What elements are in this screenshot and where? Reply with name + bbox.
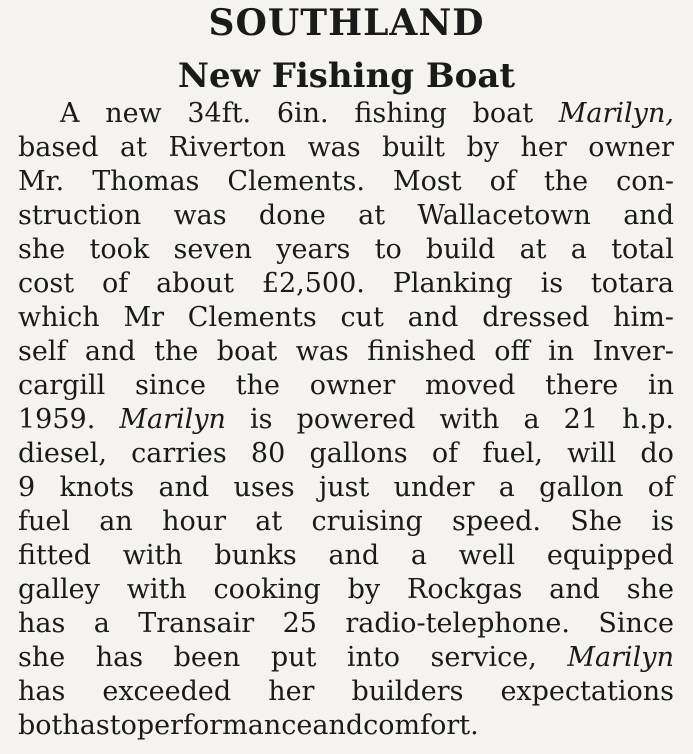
word: Mr. bbox=[18, 166, 65, 197]
word: finished bbox=[367, 336, 476, 367]
word: and bbox=[623, 200, 674, 231]
word: is bbox=[651, 506, 674, 537]
article-line bbox=[18, 437, 674, 471]
word: seven bbox=[173, 234, 252, 265]
word: by bbox=[466, 132, 499, 163]
word: just bbox=[318, 472, 370, 503]
word: well bbox=[458, 540, 516, 571]
word: been bbox=[173, 642, 241, 673]
word: fuel, bbox=[482, 438, 543, 469]
word: at bbox=[519, 234, 547, 265]
word: total bbox=[611, 234, 674, 265]
word: build bbox=[426, 234, 496, 265]
word: speed. bbox=[452, 506, 541, 537]
word: has bbox=[18, 676, 66, 707]
word: her bbox=[520, 132, 567, 163]
article-line bbox=[18, 97, 674, 131]
word: exceeded bbox=[102, 676, 232, 707]
word: powered bbox=[296, 404, 416, 435]
word: of bbox=[431, 438, 459, 469]
word: at bbox=[358, 200, 386, 231]
word: the bbox=[235, 370, 280, 401]
word: carries bbox=[131, 438, 227, 469]
word: Mr bbox=[123, 302, 164, 333]
article-line bbox=[18, 539, 674, 573]
word: both bbox=[18, 710, 80, 741]
word: Rockgas bbox=[407, 574, 523, 605]
word: self bbox=[18, 336, 67, 367]
word: a bbox=[523, 404, 540, 435]
word: performance bbox=[136, 710, 313, 741]
word: of bbox=[647, 472, 674, 503]
word: cut bbox=[340, 302, 384, 333]
word: 9 bbox=[18, 472, 36, 503]
word: and bbox=[328, 540, 380, 571]
word: with bbox=[122, 540, 183, 571]
word: took bbox=[89, 234, 150, 265]
word: equipped bbox=[546, 540, 674, 571]
article-body bbox=[18, 97, 674, 743]
word: gallon bbox=[539, 472, 624, 503]
word: Thomas bbox=[92, 166, 200, 197]
article-line bbox=[18, 131, 674, 165]
word: in bbox=[647, 370, 674, 401]
article-line bbox=[18, 607, 674, 641]
word: uses bbox=[233, 472, 295, 503]
word: cargill bbox=[18, 370, 106, 401]
word: radio-telephone. bbox=[345, 608, 570, 639]
word: 34ft. bbox=[187, 98, 252, 129]
word: she bbox=[18, 642, 66, 673]
word: new bbox=[105, 98, 162, 129]
word: based bbox=[18, 132, 99, 163]
article-line bbox=[18, 709, 674, 743]
word: Clements. bbox=[227, 166, 365, 197]
word: fuel bbox=[18, 506, 70, 537]
word: put bbox=[270, 642, 317, 673]
word: under bbox=[393, 472, 475, 503]
word: gallons bbox=[309, 438, 408, 469]
word: since bbox=[135, 370, 207, 401]
word: and bbox=[549, 574, 600, 605]
word: moved bbox=[425, 370, 516, 401]
word: 21 bbox=[563, 404, 599, 435]
word: Inver- bbox=[592, 336, 674, 367]
word: dressed bbox=[482, 302, 590, 333]
word: built bbox=[382, 132, 445, 163]
word: Clements bbox=[187, 302, 317, 333]
word: galley bbox=[18, 574, 100, 605]
article-line bbox=[18, 301, 674, 335]
word: him- bbox=[613, 302, 674, 333]
word: a bbox=[93, 608, 110, 639]
article-line bbox=[18, 199, 674, 233]
word: at bbox=[120, 132, 147, 163]
word: boat bbox=[216, 336, 278, 367]
word: of bbox=[489, 166, 516, 197]
word: Riverton bbox=[168, 132, 287, 163]
word: which bbox=[18, 302, 100, 333]
word: 6in. bbox=[276, 98, 329, 129]
word: fitted bbox=[18, 540, 91, 571]
word: the bbox=[543, 166, 589, 197]
article-line bbox=[18, 675, 674, 709]
article-title: New Fishing Boat bbox=[177, 56, 516, 96]
word: was bbox=[173, 200, 227, 231]
word: a bbox=[410, 540, 428, 571]
word: cooking bbox=[213, 574, 321, 605]
word: was bbox=[307, 132, 361, 163]
word: 25 bbox=[282, 608, 317, 639]
word: to bbox=[109, 710, 137, 741]
section-heading: SOUTHLAND bbox=[208, 2, 485, 44]
word: at bbox=[255, 506, 283, 537]
word: owner bbox=[588, 132, 674, 163]
word: the bbox=[154, 336, 199, 367]
word: diesel, bbox=[18, 438, 107, 469]
word: She bbox=[570, 506, 623, 537]
word: builders bbox=[351, 676, 464, 707]
italic-word: Marilyn, bbox=[558, 98, 674, 129]
word: an bbox=[99, 506, 133, 537]
article-line bbox=[18, 471, 674, 505]
word: boat bbox=[472, 98, 534, 129]
article-line bbox=[18, 233, 674, 267]
word: 80 bbox=[250, 438, 286, 469]
word: a bbox=[570, 234, 587, 265]
article-line bbox=[18, 573, 674, 607]
word: there bbox=[545, 370, 619, 401]
word: hour bbox=[162, 506, 227, 537]
word: h.p. bbox=[622, 404, 674, 435]
word: con- bbox=[616, 166, 674, 197]
word: with bbox=[439, 404, 500, 435]
word: fishing bbox=[354, 98, 447, 129]
article-line bbox=[18, 369, 674, 403]
word: service, bbox=[430, 642, 537, 673]
word: Wallacetown bbox=[417, 200, 591, 231]
word: owner bbox=[309, 370, 396, 401]
word: comfort. bbox=[363, 710, 479, 741]
word: will bbox=[567, 438, 617, 469]
word: is bbox=[250, 404, 273, 435]
word: she bbox=[626, 574, 674, 605]
word: is bbox=[540, 268, 564, 299]
word: Planking bbox=[392, 268, 513, 299]
word: of bbox=[101, 268, 129, 299]
word: totara bbox=[590, 268, 674, 299]
article-line bbox=[18, 403, 674, 437]
word: a bbox=[498, 472, 515, 503]
italic-word: Marilyn bbox=[567, 642, 674, 673]
word: as bbox=[79, 710, 110, 741]
word: to bbox=[374, 234, 402, 265]
article-line bbox=[18, 335, 674, 369]
word: has bbox=[95, 642, 144, 673]
word: has bbox=[18, 608, 66, 639]
word: 1959. bbox=[18, 404, 96, 435]
word: done bbox=[258, 200, 326, 231]
word: in bbox=[548, 336, 575, 367]
word: Most bbox=[392, 166, 462, 197]
word: cost bbox=[18, 268, 75, 299]
word: and bbox=[407, 302, 459, 333]
word: and bbox=[84, 336, 136, 367]
word: expectations bbox=[500, 676, 674, 707]
word: years bbox=[276, 234, 351, 265]
word: with bbox=[126, 574, 187, 605]
word: off bbox=[494, 336, 530, 367]
word: £2,500. bbox=[261, 268, 365, 299]
word: bunks bbox=[214, 540, 297, 571]
word: and bbox=[158, 472, 210, 503]
word: about bbox=[156, 268, 234, 299]
word: A bbox=[60, 98, 80, 129]
word: was bbox=[295, 336, 349, 367]
word: knots bbox=[59, 472, 135, 503]
word: Since bbox=[598, 608, 674, 639]
word: Transair bbox=[138, 608, 255, 639]
word: she bbox=[18, 234, 66, 265]
word: her bbox=[268, 676, 315, 707]
word: cruising bbox=[311, 506, 423, 537]
article-line bbox=[18, 641, 674, 675]
word: struction bbox=[18, 200, 142, 231]
article-line bbox=[18, 165, 674, 199]
italic-word: Marilyn bbox=[119, 404, 226, 435]
word: and bbox=[312, 710, 364, 741]
article-line bbox=[18, 267, 674, 301]
article-line bbox=[18, 505, 674, 539]
word: do bbox=[640, 438, 674, 469]
word: into bbox=[346, 642, 401, 673]
word: by bbox=[347, 574, 381, 605]
